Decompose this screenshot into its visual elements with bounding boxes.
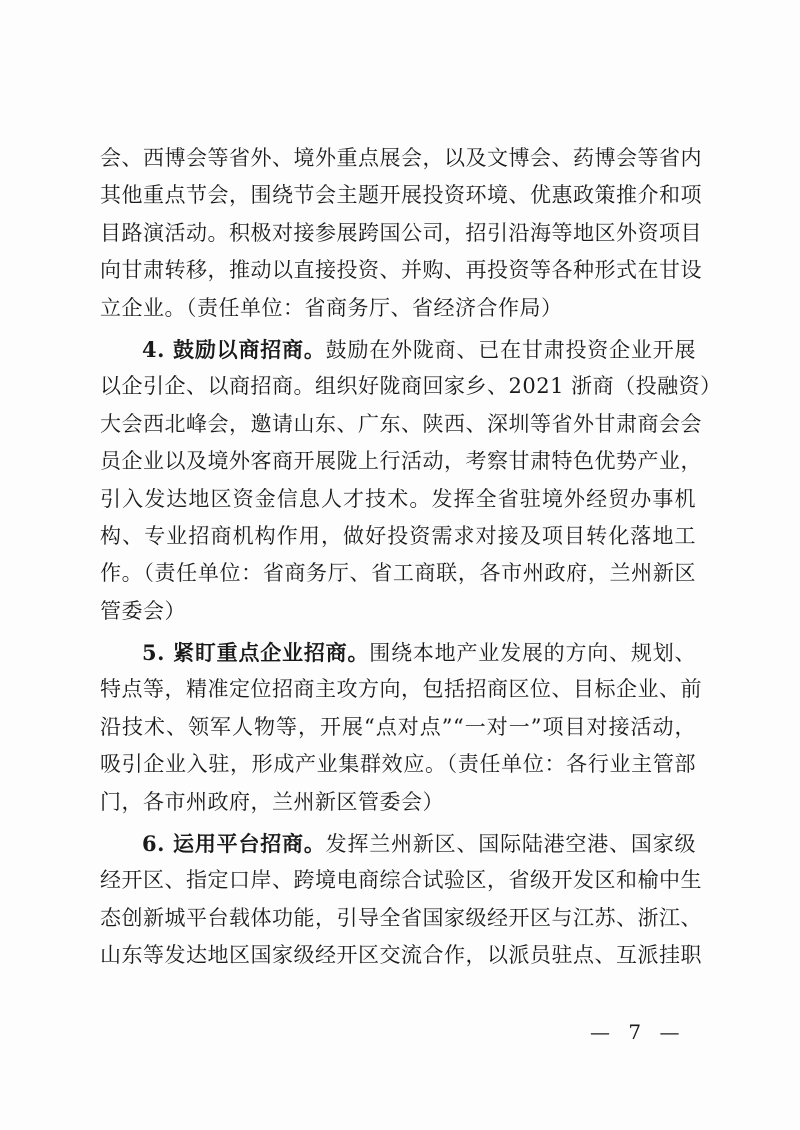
item-text: 鼓励在外陇商、已在甘肃投资企业开展 (325, 337, 696, 362)
text-line: 特点等，精准定位招商主攻方向，包括招商区位、目标企业、前 (100, 677, 702, 702)
text-line: 员企业以及境外客商开展陇上行活动，考察甘肃特色优势产业， (100, 449, 702, 474)
item-heading: 4. 鼓励以商招商。 (142, 336, 326, 362)
text-line (100, 825, 696, 862)
text-line: 引入发达地区资金信息人才技术。发挥全省驻境外经贸办事机 (100, 486, 696, 511)
text-line: 会、西博会等省外、境外重点展会，以及文博会、药博会等省内 (100, 146, 702, 170)
paragraph-item-4 (100, 331, 722, 630)
paragraph-item-6 (100, 825, 702, 975)
item-heading: 5. 紧盯重点企业招商。 (142, 640, 370, 666)
item-text: 围绕本地产业发展的方向、规划、 (369, 641, 697, 666)
item-heading: 6. 运用平台招商。 (142, 831, 326, 857)
text-line: 目路演活动。积极对接参展跨国公司，招引沿海等地区外资项目 (100, 220, 702, 245)
text-line: 立企业。（责任单位：省商务厅、省经济合作局） (100, 295, 563, 320)
text-line: 构、专业招商机构作用，做好投资需求对接及项目转化落地工 (100, 523, 696, 548)
text-line: 吸引企业入驻，形成产业集群效应。（责任单位：各行业主管部 (100, 752, 696, 777)
text-line: 大会西北峰会，邀请山东、广东、陕西、深圳等省外甘肃商会会 (100, 411, 702, 436)
text-line: 门，各市州政府，兰州新区管委会） (100, 789, 444, 814)
paragraph-item-5 (100, 634, 702, 821)
text-line: 以企引企、以商招商。组织好陇商回家乡、2021 浙商（投融资） (100, 374, 722, 399)
text-line: 向甘肃转移，推动以直接投资、并购、再投资等各种形式在甘设 (100, 258, 702, 283)
text-line: 山东等发达地区国家级经开区交流合作，以派员驻点、互派挂职 (100, 943, 702, 968)
text-line: 管委会） (100, 598, 186, 623)
text-line (100, 331, 696, 368)
item-text: 发挥兰州新区、国际陆港空港、国家级 (325, 832, 696, 857)
text-line: 沿技术、领军人物等，开展“点对点”“一对一”项目对接活动， (100, 714, 696, 739)
text-line: 其他重点节会，围绕节会主题开展投资环境、优惠政策推介和项 (100, 183, 702, 208)
paragraph-continuation (100, 140, 702, 327)
text-line: 作。（责任单位：省商务厅、省工商联，各市州政府，兰州新区 (100, 561, 696, 586)
text-line: 经开区、指定口岸、跨境电商综合试验区，省级开发区和榆中生 (100, 868, 702, 893)
page-number: — 7 — (590, 1020, 686, 1044)
text-line: 态创新城平台载体功能，引导全省国家级经开区与江苏、浙江、 (100, 905, 702, 930)
text-line (100, 634, 696, 671)
document-body (100, 140, 722, 975)
